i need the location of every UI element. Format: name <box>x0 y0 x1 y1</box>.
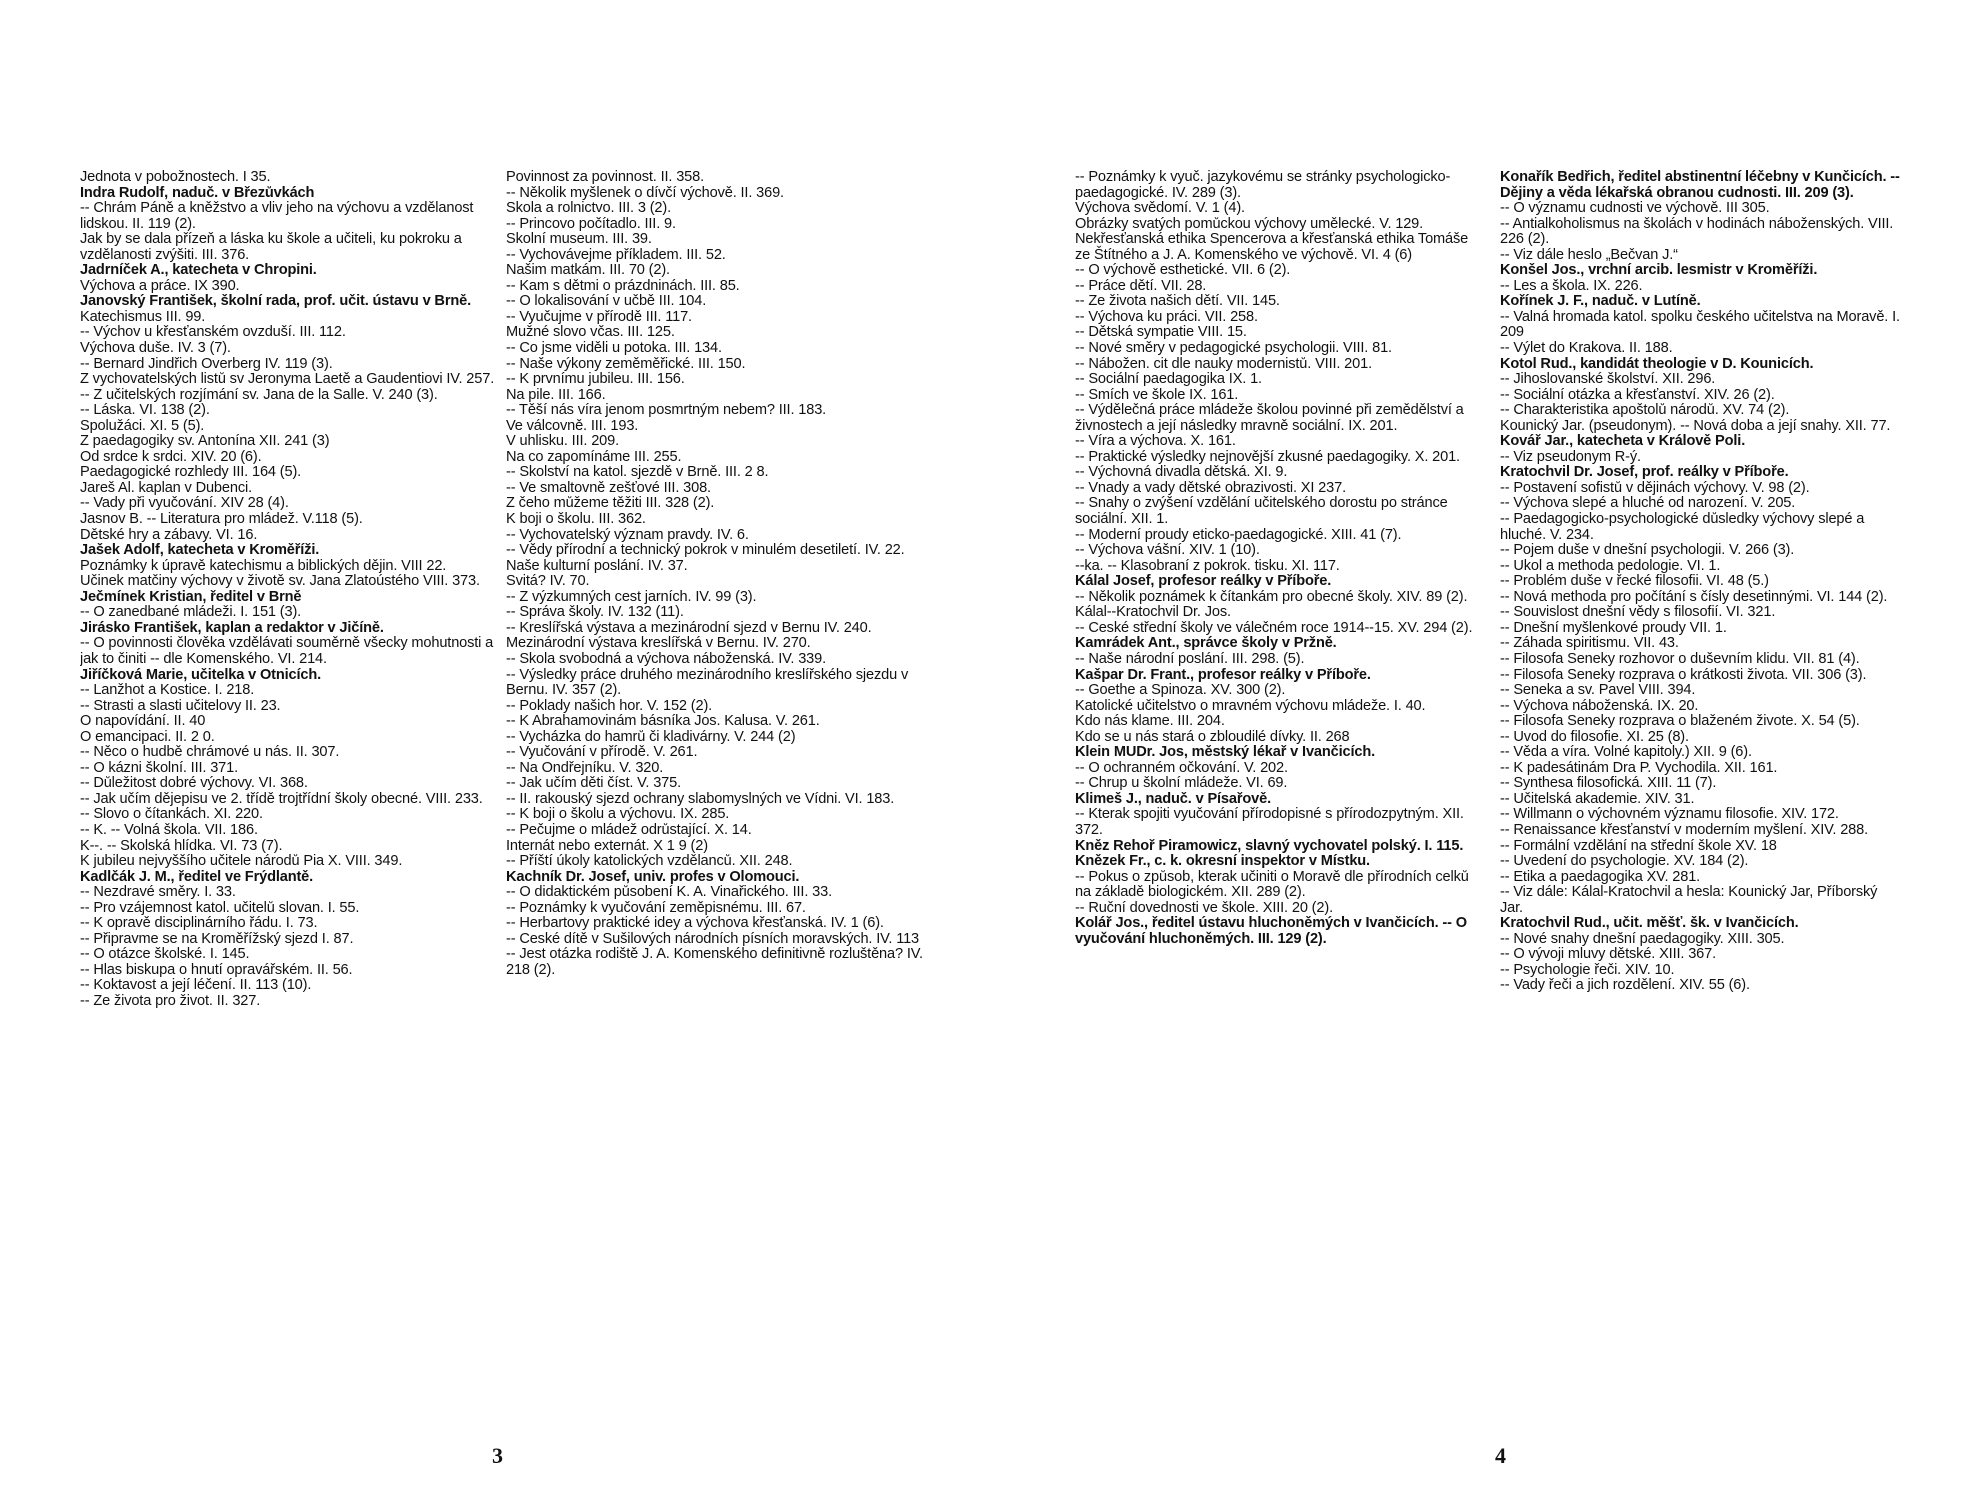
index-entry: -- Výchova slepé a hluché od narození. V. 205. <box>1500 496 1796 512</box>
index-entry: -- K padesátinám Dra P. Vychodila. XII. 161. <box>1500 760 1778 776</box>
index-entry: -- Moderní proudy eticko-paedagogické. XIII. 41 (7). <box>1075 527 1402 543</box>
index-entry: -- Vychovatelský význam pravdy. IV. 6. <box>506 527 749 543</box>
index-entry: -- Poznámky k vyučování zeměpisnému. III. 67. <box>506 900 806 916</box>
index-entry: -- Goethe a Spinoza. XV. 300 (2). <box>1075 683 1286 699</box>
index-entry: K--. -- Školská hlídka. VI. 73 (7). <box>80 838 283 854</box>
index-entry: Kotol Rud., kandidát theologie v D. Kounicích. <box>1500 356 1814 372</box>
index-entry: -- Kreslířská výstava a mezinárodní sjezd v Bernu IV. 240. <box>506 620 872 636</box>
index-entry: Jednota v pobožnostech. I 35. <box>80 170 271 185</box>
index-entry: -- Výchova náboženská. IX. 20. <box>1500 698 1699 714</box>
index-entry: -- K opravě disciplinárního řádu. I. 73. <box>80 916 318 932</box>
index-entry: -- Viz pseudonym R-ý. <box>1500 449 1641 465</box>
index-entry: -- Viz dále: Kálal-Kratochvil a hesla: Kounický Jar, Příborský Jar. <box>1500 885 1878 916</box>
index-entry: Školní museum. III. 39. <box>506 232 652 248</box>
index-entry: Z vychovatelských listů sv Jeronyma Laetě a Gaudentiovi IV. 257. <box>80 372 495 388</box>
index-entry: Kolář Jos., ředitel ústavu hluchoněmých v Ivančicích. -- O vyučování hluchoněmých. III. 129 (2). <box>1075 916 1467 947</box>
index-entry: -- Dětská sympatie VIII. 15. <box>1075 325 1247 341</box>
index-entry: -- Charakteristika apoštolů národů. XV. 74 (2). <box>1500 403 1790 419</box>
left-page-column-2 <box>506 170 926 978</box>
index-entry: -- O výchově esthetické. VII. 6 (2). <box>1075 263 1291 279</box>
index-entry: -- Vědy přírodní a technický pokrok v minulém desetiletí. IV. 22. <box>506 543 905 559</box>
right-page-column-2 <box>1500 170 1904 994</box>
index-entry: -- Bernard Jindřich Overberg IV. 119 (3). <box>80 356 333 372</box>
index-entry: -- Výlet do Krakova. II. 188. <box>1500 341 1673 357</box>
index-entry: -- Kterak spojiti vyučování přírodopisné s přírodozpytným. XII. 372. <box>1075 807 1464 838</box>
index-entry: -- Jak učím děti číst. V. 375. <box>506 776 682 792</box>
index-entry: -- Jihoslovanské školství. XII. 296. <box>1500 372 1716 388</box>
index-entry: -- Etika a paedagogika XV. 281. <box>1500 869 1701 885</box>
index-entry: -- Willmann o výchovném významu filosofie. XIV. 172. <box>1500 807 1839 823</box>
index-entry: Janovský František, školní rada, prof. učit. ústavu v Brně. <box>80 294 471 310</box>
index-entry: -- Seneka a sv. Pavel VIII. 394. <box>1500 683 1696 699</box>
index-entry: -- K prvnímu jubileu. III. 156. <box>506 372 685 388</box>
index-entry: -- Filosofa Seneky rozhovor o duševním klidu. VII. 81 (4). <box>1500 651 1860 667</box>
index-entry: Spolužáci. XI. 5 (5). <box>80 418 205 434</box>
index-entry: K jubileu nejvyššího učitele národů Pia X. VIII. 349. <box>80 854 403 870</box>
index-entry: -- Strasti a slasti učitelovy II. 23. <box>80 698 281 714</box>
index-entry: O napovídání. II. 40 <box>80 714 206 730</box>
index-entry: Jirásko František, kaplan a redaktor v Jičíně. <box>80 620 384 636</box>
index-entry: -- Pokus o způsob, kterak učiniti o Moravě dle přírodních celků na základě biologickém. XII. 289 (2). <box>1075 869 1469 901</box>
index-entry: -- Práce dětí. VII. 28. <box>1075 278 1207 294</box>
index-entry: -- Ve smaltovně zešťové III. 308. <box>506 480 711 496</box>
index-entry: -- Škola svobodná a výchova náboženská. IV. 339. <box>506 651 827 667</box>
index-entry: -- Jest otázka rodiště J. A. Komenského definitivně rozluštěna? IV. 218 (2). <box>506 947 923 978</box>
index-entry: Konšel Jos., vrchní arcib. lesmistr v Kroměříži. <box>1500 263 1818 279</box>
index-entry: -- Výchovná divadla dětská. XI. 9. <box>1075 465 1288 481</box>
index-entry: -- Valná hromada katol. spolku českého učitelstva na Moravě. I. 209 <box>1500 309 1900 341</box>
index-entry: -- Několik poznámek k čítankám pro obecné školy. XIV. 89 (2). <box>1075 589 1468 605</box>
index-entry: Kamrádek Ant., správce školy v Pržně. <box>1075 636 1337 652</box>
index-entry: Obrázky svatých pomůckou výchovy umělecké. V. 129. <box>1075 216 1424 232</box>
index-entry: Výchova svědomí. V. 1 (4). <box>1075 201 1245 217</box>
index-entry: Účinek matčiny výchovy v životě sv. Jana Zlatoústého VIII. 373. <box>80 574 480 590</box>
index-entry: -- Snahy o zvýšení vzdělání učitelského dorostu po stránce sociální. XII. 1. <box>1075 496 1448 528</box>
index-entry: Kálal Josef, profesor reálky v Příboře. <box>1075 574 1332 590</box>
index-entry: -- Renaissance křesťanství v moderním myšlení. XIV. 288. <box>1500 822 1869 838</box>
index-entry: -- Výchova ku práci. VII. 258. <box>1075 309 1258 325</box>
index-entry: V uhlisku. III. 209. <box>506 434 620 450</box>
index-entry: -- II. rakouský sjezd ochrany slabomyslných ve Vídni. VI. 183. <box>506 791 895 807</box>
index-entry: -- O významu cudnosti ve výchově. III 305. <box>1500 201 1770 217</box>
index-entry: Nekřesťanská ethika Spencerova a křesťanská ethika Tomáše ze Štítného a J. A. Komenského ve výchově. VI. 4 (6) <box>1075 232 1469 263</box>
index-entry: -- Úvod do filosofie. XI. 25 (8). <box>1500 729 1689 745</box>
index-entry: -- Pečujme o mládež odrůstající. X. 14. <box>506 822 752 838</box>
index-entry: -- Sociální paedagogika IX. 1. <box>1075 372 1262 388</box>
index-entry: -- Nezdravé směry. I. 33. <box>80 885 236 901</box>
index-entry: Na pile. III. 166. <box>506 387 606 403</box>
index-entry: -- Nábožen. cit dle nauky modernistů. VIII. 201. <box>1075 356 1372 372</box>
index-entry: -- Připravme se na Kroměřížský sjezd I. 87. <box>80 931 354 947</box>
index-entry: -- České dítě v Sušilových národních písních moravských. IV. 113 <box>506 931 920 947</box>
index-entry: -- Záhada spiritismu. VII. 43. <box>1500 636 1679 652</box>
index-entry: -- Věda a víra. Volné kapitoly.) XII. 9 (6). <box>1500 745 1752 761</box>
index-entry: Klein MUDr. Jos, městský lékař v Ivančicích. <box>1075 745 1376 761</box>
index-entry: Na co zapomínáme III. 255. <box>506 449 682 465</box>
index-entry: -- Postavení sofistů v dějinách výchovy. V. 98 (2). <box>1500 480 1810 496</box>
index-entry: Kdo nás klame. III. 204. <box>1075 714 1225 730</box>
index-entry: -- Láska. VI. 138 (2). <box>80 403 210 419</box>
index-entry: Internát nebo externát. X 1 9 (2) <box>506 838 708 854</box>
index-entry: Jadrníček A., katecheta v Chropini. <box>80 263 317 279</box>
index-entry: Kašpar Dr. Frant., profesor reálky v Příboře. <box>1075 667 1371 683</box>
index-entry: -- O zanedbané mládeži. I. 151 (3). <box>80 605 302 621</box>
index-entry: -- Les a škola. IX. 226. <box>1500 278 1643 294</box>
index-entry: -- O lokalisování v učbě III. 104. <box>506 294 707 310</box>
index-entry: Z paedagogiky sv. Antonína XII. 241 (3) <box>80 434 330 450</box>
index-entry: -- Poklady našich hor. V. 152 (2). <box>506 698 713 714</box>
index-entry: -- Jak učím dějepisu ve 2. třídě trojtřídní školy obecné. VIII. 233. <box>80 791 483 807</box>
index-entry: Kdo se u nás stará o zbloudilé dívky. II. 268 <box>1075 729 1350 745</box>
index-entry: Jiříčková Marie, učitelka v Otnicích. <box>80 667 322 683</box>
index-entry: Jašek Adolf, katecheta v Kroměříži. <box>80 543 320 559</box>
index-entry: -- Viz dále heslo „Bečvan J.“ <box>1500 247 1678 263</box>
index-entry: Výchova a práce. IX 390. <box>80 278 240 294</box>
index-entry: -- Praktické výsledky nejnovější zkusné paedagogiky. X. 201. <box>1075 449 1460 465</box>
index-entry: -- Učitelská akademie. XIV. 31. <box>1500 791 1695 807</box>
index-entry: -- Důležitost dobré výchovy. VI. 368. <box>80 776 308 792</box>
index-entry: -- O povinnosti člověka vzdělávati souměrně všecky mohutnosti a jak to činiti -- dle Komenského. VI. 214. <box>80 636 494 667</box>
index-entry: -- Vyučujme v přírodě III. 117. <box>506 309 692 325</box>
index-entry: Mužné slovo včas. III. 125. <box>506 325 675 341</box>
index-entry: Ječmínek Kristian, ředitel v Brně <box>80 589 302 605</box>
index-entry: -- Uvedení do psychologie. XV. 184 (2). <box>1500 854 1749 870</box>
index-entry: -- Pro vzájemnost katol. učitelů slovan. I. 55. <box>80 900 360 916</box>
index-entry: Kněz Řehoř Piramowicz, slavný vychovatel polský. I. 115. <box>1075 838 1464 854</box>
index-entry: -- O kázni školní. III. 371. <box>80 760 239 776</box>
index-entry: -- O ochranném očkování. V. 202. <box>1075 760 1288 776</box>
index-entry: -- Filosofa Seneky rozprava o krátkosti života. VII. 306 (3). <box>1500 667 1867 683</box>
index-entry: -- Něco o hudbě chrámové u nás. II. 307. <box>80 745 340 761</box>
index-entry: -- Nové směry v pedagogické psychologii. VIII. 81. <box>1075 341 1392 357</box>
index-entry: -- Školství na katol. sjezdě v Brně. III. 2 8. <box>506 465 769 481</box>
right-page-column-1 <box>1075 170 1477 947</box>
index-entry: -- Souvislost dnešní vědy s filosofií. VI. 321. <box>1500 605 1776 621</box>
index-entry: -- Výdělečná práce mládeže školou povinné při zemědělství a živnostech a její následky mravně sociální. IX. 201. <box>1075 403 1464 434</box>
left-page-column-1 <box>80 170 498 1010</box>
index-entry: Klimeš J., naduč. v Písařově. <box>1075 791 1272 807</box>
index-entry: -- Vycházka do hamrů či kladivárny. V. 244 (2) <box>506 729 796 745</box>
index-entry: -- Kam s dětmi o prázdninách. III. 85. <box>506 278 740 294</box>
index-entry: Škola a rolnictvo. III. 3 (2). <box>506 201 672 217</box>
index-entry: Jareš Al. kaplan v Dubenci. <box>80 480 252 496</box>
index-entry: -- Vychovávejme příkladem. III. 52. <box>506 247 726 263</box>
index-entry: -- Filosofa Seneky rozprava o blaženém živote. X. 54 (5). <box>1500 714 1860 730</box>
index-entry: -- Ze života pro život. II. 327. <box>80 993 261 1009</box>
index-entry: -- Ruční dovednosti ve škole. XIII. 20 (2). <box>1075 900 1333 916</box>
index-entry: Kratochvil Dr. Josef, prof. reálky v Příboře. <box>1500 465 1789 481</box>
index-entry: -- Víra a výchova. X. 161. <box>1075 434 1236 450</box>
index-entry: -- Výchova vášní. XIV. 1 (10). <box>1075 543 1260 559</box>
right-page-number: 4 <box>1495 1443 1506 1468</box>
index-entry: -- Synthesa filosofická. XIII. 11 (7). <box>1500 776 1717 792</box>
index-entry: Naše kulturní poslání. IV. 37. <box>506 558 688 574</box>
index-entry: Paedagogické rozhledy III. 164 (5). <box>80 465 302 481</box>
index-entry: -- České střední školy ve válečném roce 1914--15. XV. 294 (2). <box>1075 620 1473 636</box>
index-entry: -- Formální vzdělání na střední škole XV. 18 <box>1500 838 1777 854</box>
left-page-number: 3 <box>492 1443 503 1468</box>
index-entry: Mezinárodní výstava kreslířská v Bernu. IV. 270. <box>506 636 811 652</box>
index-entry: -- Co jsme viděli u potoka. III. 134. <box>506 341 722 357</box>
index-entry: -- K. -- Volná škola. VII. 186. <box>80 822 258 838</box>
index-entry: -- Na Ondřejníku. V. 320. <box>506 760 664 776</box>
index-entry: -- Princovo počítadlo. III. 9. <box>506 216 676 232</box>
index-entry: Z čeho můžeme těžiti III. 328 (2). <box>506 496 715 512</box>
index-entry: Jak by se dala přízeň a láska ku škole a učiteli, ku pokroku a vzdělanosti zvýšiti. III. 376. <box>80 232 462 263</box>
index-entry: -- K boji o školu a výchovu. IX. 285. <box>506 807 730 823</box>
index-entry: Katolické učitelstvo o mravném výchovu mládeže. I. 40. <box>1075 698 1426 714</box>
index-entry: -- Vnady a vady dětské obrazivosti. XI 237. <box>1075 480 1346 496</box>
index-entry: -- Slovo o čítankách. XI. 220. <box>80 807 263 823</box>
index-entry: -- Vady při vyučování. XIV 28 (4). <box>80 496 289 512</box>
index-entry: -- Několik myšlenek o dívčí výchově. II. 369. <box>506 185 784 201</box>
index-entry: Kálal--Kratochvil Dr. Jos. <box>1075 605 1231 621</box>
index-entry: -- Nová methoda pro počítání s čísly desetinnými. VI. 144 (2). <box>1500 589 1888 605</box>
index-entry: Katechismus III. 99. <box>80 309 206 325</box>
index-entry: Kratochvil Rud., učit. měšť. šk. v Ivančicích. <box>1500 916 1799 932</box>
index-entry: -- O otázce školské. I. 145. <box>80 947 250 963</box>
index-entry: Výchova duše. IV. 3 (7). <box>80 341 231 357</box>
index-entry: Kounický Jar. (pseudonym). -- Nová doba a její snahy. XII. 77. <box>1500 418 1891 434</box>
index-entry: Indra Rudolf, naduč. v Březůvkách <box>80 185 315 201</box>
index-entry: -- Naše výkony zeměměřické. III. 150. <box>506 356 746 372</box>
index-entry: -- Problém duše v řecké filosofii. VI. 48 (5.) <box>1500 574 1769 590</box>
index-entry: -- Vyučování v přírodě. V. 261. <box>506 745 698 761</box>
index-entry: -- Výsledky práce druhého mezinárodního kreslířského sjezdu v Bernu. IV. 357 (2). <box>506 667 909 699</box>
index-entry: Knězek Fr., c. k. okresní inspektor v Místku. <box>1075 854 1370 870</box>
index-entry: -- Pojem duše v dnešní psychologii. V. 266 (3). <box>1500 543 1795 559</box>
index-entry: Kovář Jar., katecheta v Králově Poli. <box>1500 434 1746 450</box>
index-entry: -- Nové snahy dnešní paedagogiky. XIII. 305. <box>1500 931 1785 947</box>
index-entry: Jasnov B. -- Literatura pro mládež. V.118 (5). <box>80 512 363 528</box>
index-entry: -- Dnešní myšlenkové proudy VII. 1. <box>1500 620 1727 636</box>
index-entry: -- Herbartovy praktické idey a výchova křesťanská. IV. 1 (6). <box>506 916 884 932</box>
index-entry: -- Koktavost a její léčení. II. 113 (10). <box>80 978 312 994</box>
index-entry: -- Lanžhot a Kostice. I. 218. <box>80 683 255 699</box>
index-entry: Dětské hry a zábavy. VI. 16. <box>80 527 258 543</box>
index-entry: -- K Abrahamovinám básníka Jos. Kalusa. V. 261. <box>506 714 820 730</box>
index-entry: Od srdce k srdci. XIV. 20 (6). <box>80 449 262 465</box>
index-entry: -- Správa školy. IV. 132 (11). <box>506 605 684 621</box>
index-entry: -- Výchov u křesťanském ovzduší. III. 112. <box>80 325 346 341</box>
index-entry: Konařík Bedřich, ředitel abstinentní léčebny v Kunčicích. -- Dějiny a věda lékařská obranou cudnosti. III. 209 (3). <box>1500 170 1900 201</box>
index-entry: -- Těší nás víra jenom posmrtným nebem? III. 183. <box>506 403 827 419</box>
index-entry: -- Chrám Páně a kněžstvo a vliv jeho na výchovu a vzdělanost lidskou. II. 119 (2). <box>80 201 474 232</box>
index-entry: -- Chrup u školní mládeže. VI. 69. <box>1075 776 1288 792</box>
index-entry: --ka. -- Klasobraní z pokrok. tisku. XI. 117. <box>1075 558 1340 574</box>
index-entry: K boji o školu. III. 362. <box>506 512 646 528</box>
index-entry: O emancipaci. II. 2 0. <box>80 729 215 745</box>
index-entry: -- Smích ve škole IX. 161. <box>1075 387 1239 403</box>
index-entry: -- Ze života našich dětí. VII. 145. <box>1075 294 1280 310</box>
index-entry: Kořínek J. F., naduč. v Lutíně. <box>1500 294 1701 310</box>
index-entry: Svitá? IV. 70. <box>506 574 590 590</box>
index-entry: -- Psychologie řeči. XIV. 10. <box>1500 962 1675 978</box>
index-entry: -- Z výzkumných cest jarních. IV. 99 (3). <box>506 589 757 605</box>
index-entry: -- Sociální otázka a křesťanství. XIV. 26 (2). <box>1500 387 1775 403</box>
index-entry: -- O vývoji mluvy dětské. XIII. 367. <box>1500 947 1717 963</box>
index-entry: -- Vady řeči a jich rozdělení. XIV. 55 (6). <box>1500 978 1750 994</box>
index-entry: Povinnost za povinnost. II. 358. <box>506 170 705 185</box>
index-entry: Kachník Dr. Josef, univ. profes v Olomouci. <box>506 869 800 885</box>
index-entry: -- Naše národní poslání. III. 298. (5). <box>1075 651 1305 667</box>
index-entry: Poznámky k úpravě katechismu a biblických dějin. VIII 22. <box>80 558 447 574</box>
index-entry: Kadlčák J. M., ředitel ve Frýdlantě. <box>80 869 314 885</box>
index-entry: -- Úkol a methoda pedologie. VI. 1. <box>1500 558 1721 574</box>
index-entry: -- Antialkoholismus na školách v hodinách náboženských. VIII. 226 (2). <box>1500 216 1894 248</box>
index-entry: -- Příští úkoly katolických vzdělanců. XII. 248. <box>506 854 793 870</box>
index-entry: -- Z učitelských rozjímání sv. Jana de la Salle. V. 240 (3). <box>80 387 438 403</box>
index-entry: Našim matkám. III. 70 (2). <box>506 263 670 279</box>
index-entry: -- Poznámky k vyuč. jazykovému se stránky psychologicko-paedagogické. IV. 289 (3). <box>1075 170 1451 201</box>
index-entry: -- Hlas biskupa o hnutí opravářském. II. 56. <box>80 962 353 978</box>
index-entry: Ve válcovně. III. 193. <box>506 418 639 434</box>
index-entry: -- Paedagogicko-psychologické důsledky výchovy slepé a hluché. V. 234. <box>1500 512 1865 543</box>
index-entry: -- O didaktickém působení K. A. Vinařického. III. 33. <box>506 885 832 901</box>
